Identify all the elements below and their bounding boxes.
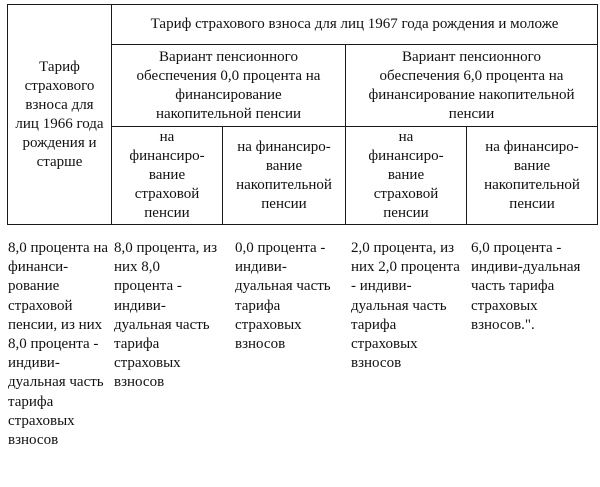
variant-0-insurance-col: [112, 127, 223, 225]
variant-0-funded-value: [222, 237, 345, 450]
younger-rate-header-text: Тариф страхового взноса для лиц 1967 года рождения и моложе: [150, 16, 559, 32]
variant-6-insurance-value: [345, 237, 466, 450]
variant-6-header: [346, 45, 598, 127]
older-rate-header: [8, 5, 112, 225]
older-rate-value: [7, 237, 111, 450]
variant-0-header-text: Вариант пенсионного обеспечения 0,0 процента на финансирование накопительной пенсии: [136, 48, 321, 122]
table-row: [7, 237, 597, 450]
variant-0-insurance-col-text: на финансиро-вание страховой пенсии: [129, 129, 205, 221]
variant-6-funded-value-text: 6,0 процента - индиви-дуальная часть тарифа страховых взносов.".: [471, 240, 581, 333]
younger-total-rate-value: [111, 237, 222, 450]
variant-6-insurance-col-text: на финансиро-вание страховой пенсии: [368, 129, 444, 221]
younger-total-rate-value-text: 8,0 процента, из них 8,0 процента - индиви-дуальная часть тарифа страховых взносов: [114, 240, 218, 391]
older-rate-header-text: Тариф страхового взноса для лиц 1966 года рождения и старше: [15, 58, 104, 170]
variant-0-funded-col-text: на финансиро-вание накопительной пенсии: [236, 138, 332, 212]
variant-0-funded-col: [223, 127, 346, 225]
variant-6-funded-value: [466, 237, 597, 450]
tariff-header-table: [7, 4, 598, 225]
older-rate-value-text: 8,0 процента на финанси-рование страховой пенсии, из них 8,0 процента - индиви-дуальная часть тарифа страховых взносов: [8, 240, 109, 449]
variant-6-funded-col: [467, 127, 598, 225]
tariff-values-table: [7, 237, 597, 450]
younger-rate-header: [112, 5, 598, 45]
variant-6-insurance-col: [346, 127, 467, 225]
variant-6-funded-col-text: на финансиро-вание накопительной пенсии: [484, 138, 580, 212]
variant-6-insurance-value-text: 2,0 процента, из них 2,0 процента - индиви-дуальная часть тарифа страховых взносов: [351, 240, 460, 372]
variant-0-header: [112, 45, 346, 127]
variant-0-funded-value-text: 0,0 процента - индиви-дуальная часть тарифа страховых взносов: [235, 240, 331, 353]
variant-6-header-text: Вариант пенсионного обеспечения 6,0 процента на финансирование накопительной пенсии: [368, 48, 575, 122]
